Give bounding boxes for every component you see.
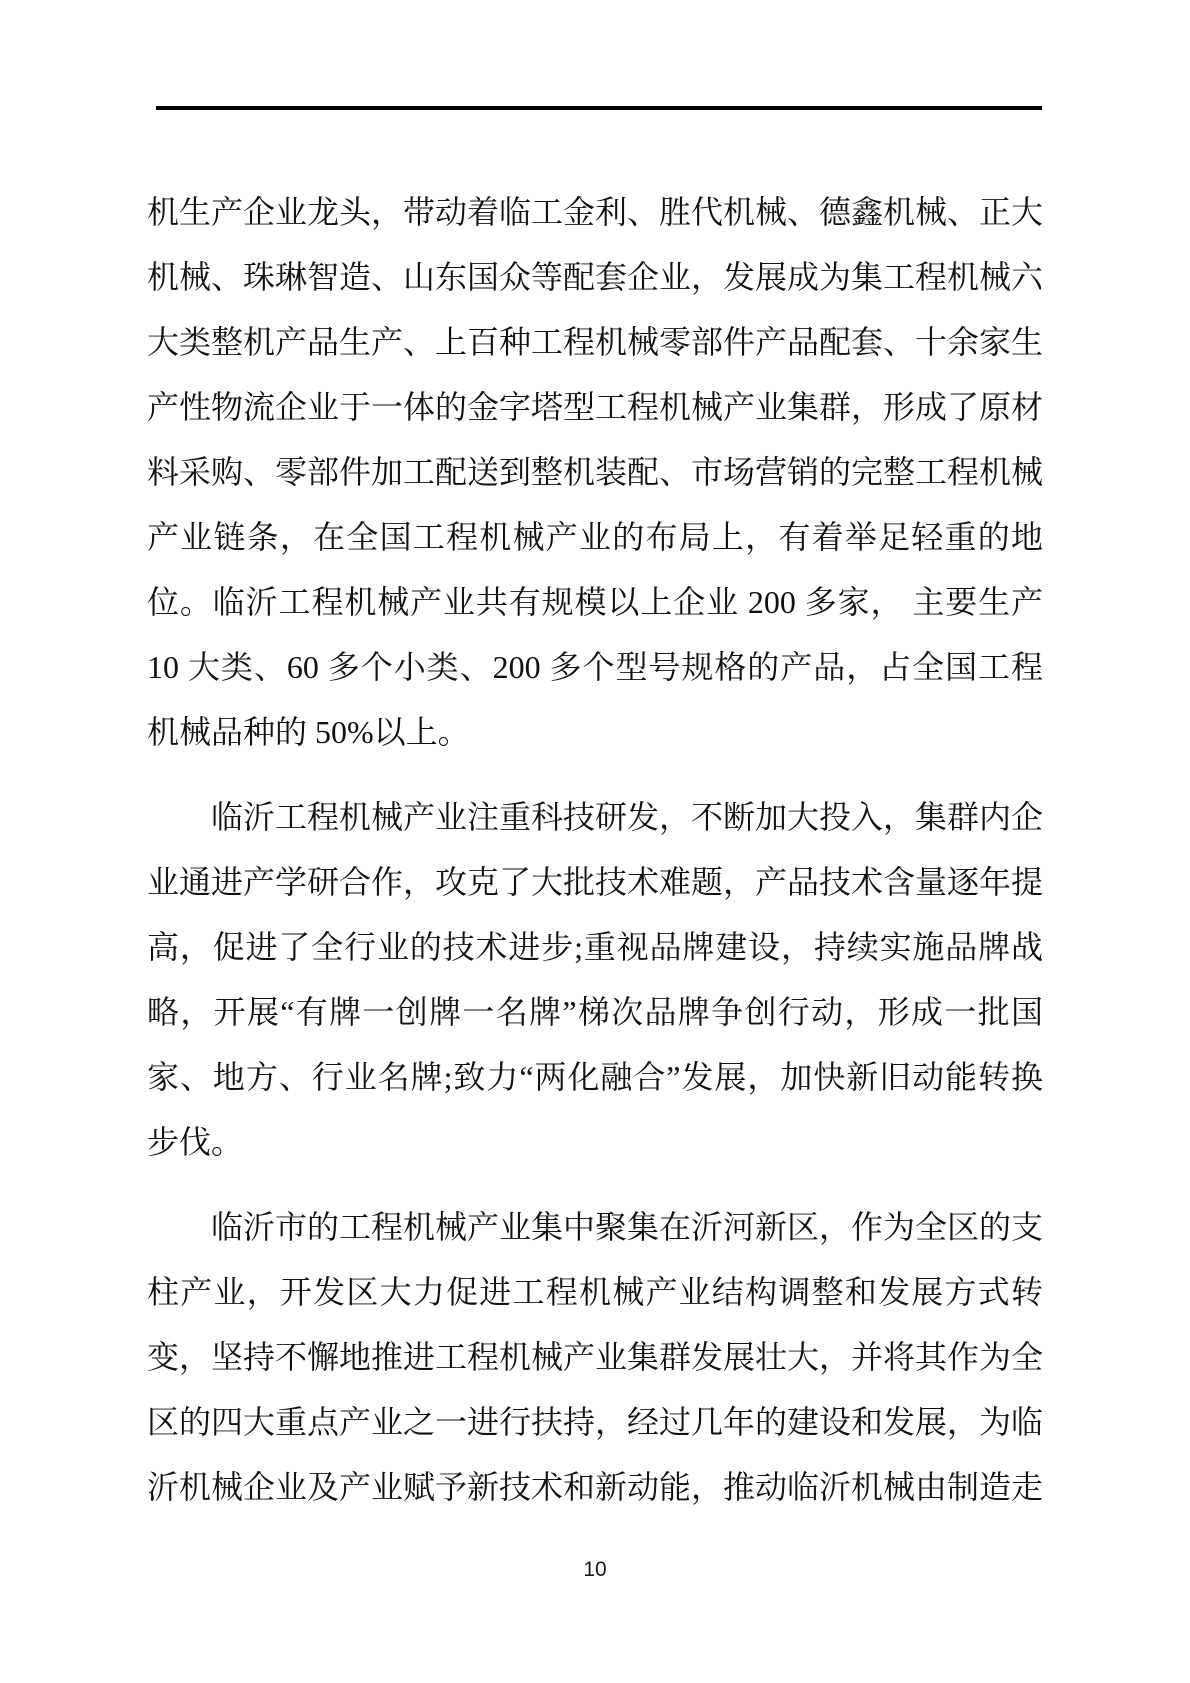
document-body (147, 180, 1043, 1540)
page-number: 10 (583, 1558, 607, 1581)
paragraph: 临沂工程机械产业注重科技研发，不断加大投入，集群内企业通进产学研合作，攻克了大批技术难题，产品技术含量逐年提高，促进了全行业的技术进步;重视品牌建设，持续实施品牌战略，开展“有牌一创牌一名牌”梯次品牌争创行动，形成一批国家、地方、行业名牌;致力“两化融合”发展，加快新旧动能转换步伐。 (147, 799, 1044, 1160)
paragraph: 临沂市的工程机械产业集中聚集在沂河新区，作为全区的支柱产业，开发区大力促进工程机械产业结构调整和发展方式转变，坚持不懈地推进工程机械产业集群发展壮大，并将其作为全区的四大重点产业之一进行扶持，经过几年的建设和发展，为临沂机械企业及产业赋予新技术和新动能，推动临沂机械由制造走 (147, 1209, 1044, 1505)
paragraph: 机生产企业龙头，带动着临工金利、胜代机械、德鑫机械、正大机械、珠琳智造、山东国众等配套企业，发展成为集工程机械六大类整机产品生产、上百种工程机械零部件产品配套、十余家生产性物流企业于一体的金字塔型工程机械产业集群，形成了原材料采购、零部件加工配送到整机装配、市场营销的完整工程机械产业链条，在全国工程机械产业的布局上，有着举足轻重的地位。临沂工程机械产业共有规模以上企业 200 多家， 主要生产 10 大类、60 多个小类、200 多个型号规格的产品，占全国工程机械品种的 50%以上。 (147, 194, 1044, 750)
header-rule (156, 106, 1042, 110)
